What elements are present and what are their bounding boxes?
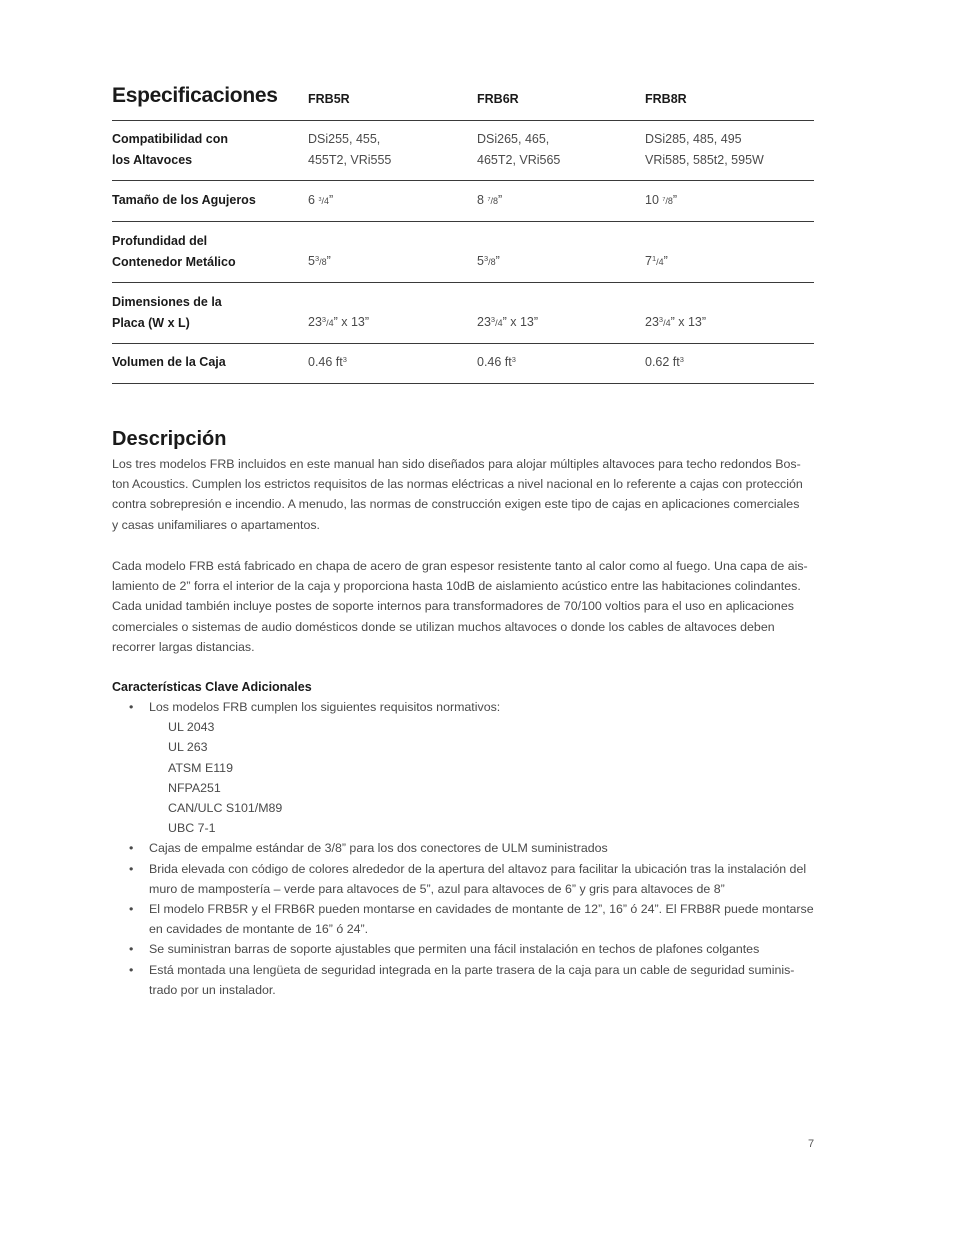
bullet-icon: •	[129, 962, 134, 977]
list-item: • Brida elevada con código de colores alrededor de la apertura del altavoz para facilitar la ubicación tras la instalación del muro de mampostería – verde para altavoces de 5”, azul para altavoces de 6” y gris para altavoces de 8”	[112, 859, 814, 899]
cell-frb6r: $23^3/4$” x 13”	[477, 314, 539, 329]
description-paragraph-1: Los tres modelos FRB incluidos en este manual han sido diseñados para alojar múltiples altavoces para techo redondos Bos- ton Acoustics. Cumplen los estrictos requisitos de las normas eléctricas a nivel nacional en lo referente a cajas con protección contra sobrepresión e incendio. A menudo, las normas de construcción exigen este tipo de cajas en aplicaciones comerciales y casas unifamiliares o apartamentos.	[112, 457, 803, 532]
row-label: Profundidad del Contenedor Metálico	[112, 234, 236, 269]
list-item: UL 2043	[168, 720, 215, 735]
page-number: 7	[808, 1138, 815, 1150]
spec-row-hole-size	[112, 181, 814, 222]
cell-frb5r: $23^3/4$” x 13”	[308, 314, 370, 329]
cell-frb6r: 8 $^7$/8”	[477, 193, 503, 207]
row-label: Dimensiones de la Placa (W x L)	[112, 295, 222, 330]
list-item: UBC 7-1	[168, 821, 216, 836]
list-item: UL 263	[168, 740, 208, 755]
requirements-list	[149, 717, 814, 838]
cell-frb8r: 10 $^7$/8”	[645, 193, 678, 207]
bullet-icon: •	[129, 942, 134, 957]
row-label: Compatibilidad con los Altavoces	[112, 132, 228, 167]
features-title: Características Clave Adicionales	[112, 680, 312, 694]
specs-header	[112, 84, 814, 121]
row-label: Tamaño de los Agujeros	[112, 193, 256, 207]
features-list	[112, 697, 814, 1000]
cell-frb5r: 6 $^3$/4”	[308, 193, 334, 207]
bullet-icon: •	[129, 902, 134, 917]
bullet-icon: •	[129, 700, 134, 714]
cell-frb6r: 0.46 $ft^3$	[477, 354, 516, 369]
specs-title: Especificaciones	[112, 84, 278, 107]
column-header-frb8r: FRB8R	[645, 92, 687, 106]
list-item: • Los modelos FRB cumplen los siguientes requisitos normativos: UL 2043 UL 263 ATSM E119 NFPA251 CAN/ULC S101/M89 UBC 7-1	[112, 697, 814, 838]
list-item: • Cajas de empalme estándar de 3/8” para los dos conectores de ULM suministrados	[112, 838, 814, 858]
spec-row-plate-dimensions	[112, 283, 814, 344]
column-header-frb6r: FRB6R	[477, 92, 519, 106]
list-item: ATSM E119	[168, 760, 233, 775]
bullet-icon: •	[129, 841, 134, 856]
cell-frb5r: 0.46 $ft^3$	[308, 354, 347, 369]
list-item: • Está montada una lengüeta de seguridad integrada en la parte trasera de la caja para un cable de seguridad suminis- trado por un instalador.	[112, 960, 814, 1000]
cell-frb6r: DSi265, 465, 465T2, VRi565	[477, 132, 561, 167]
cell-frb6r: $5^3/8$”	[477, 253, 500, 268]
cell-frb5r: DSi255, 455, 455T2, VRi555	[308, 132, 392, 167]
spec-row-compatibility	[112, 121, 814, 181]
spec-row-volume	[112, 344, 814, 384]
cell-frb8r: DSi285, 485, 495 VRi585, 585t2, 595W	[645, 132, 764, 167]
cell-frb8r: $23^3/4$” x 13”	[645, 314, 707, 329]
column-header-frb5r: FRB5R	[308, 92, 350, 106]
list-item: NFPA251	[168, 780, 221, 795]
list-item: CAN/ULC S101/M89	[168, 801, 283, 816]
description-title: Descripción	[112, 428, 227, 450]
cell-frb5r: $5^3/8$”	[308, 253, 331, 268]
cell-frb8r: $7^1/4$”	[645, 253, 668, 268]
description-paragraph-2: Cada modelo FRB está fabricado en chapa de acero de gran espesor resistente tanto al calor como al fuego. Una capa de ais- lamiento de 2” forra el interior de la caja y proporciona hasta 10dB de aislamiento acústico entre las habitaciones colindantes. Cada unidad también incluye postes de soporte internos para transformadores de 70/100 voltios para el uso en aplicaciones comerciales o sistemas de audio domésticos donde se utilizan muchos altavoces o donde los cables de altavoces deben recorrer largas distancias.	[112, 559, 808, 654]
bullet-icon: •	[129, 861, 134, 876]
spec-row-depth	[112, 222, 814, 283]
list-item: • El modelo FRB5R y el FRB6R pueden montarse en cavidades de montante de 12”, 16” ó 24”. El FRB8R puede montarse en cavidades de montante de 16” ó 24”.	[112, 899, 814, 939]
row-label: Volumen de la Caja	[112, 355, 226, 369]
cell-frb8r: 0.62 $ft^3$	[645, 354, 684, 369]
list-item: • Se suministran barras de soporte ajustables que permiten una fácil instalación en techos de plafones colgantes	[112, 939, 814, 959]
